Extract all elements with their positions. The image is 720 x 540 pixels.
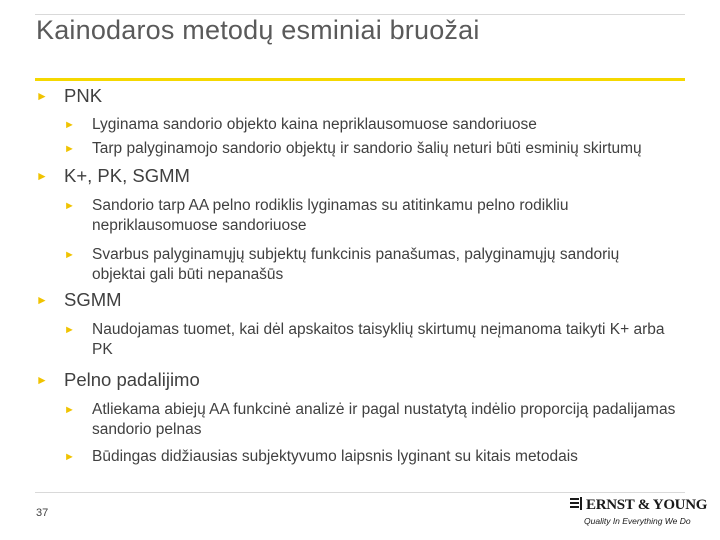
logo-name: ERNST & YOUNG xyxy=(586,497,708,513)
company-logo xyxy=(570,497,708,531)
bullet-icon: ► xyxy=(64,249,75,261)
section-heading xyxy=(36,289,686,311)
list-item-text: Tarp palyginamojo sandorio objektų ir sandorio šalių neturi būti esminių skirtumų xyxy=(92,140,642,157)
bullet-icon: ► xyxy=(36,89,48,103)
bullet-icon: ► xyxy=(64,200,75,212)
logo-tagline: Quality In Everything We Do xyxy=(584,516,691,526)
slide-title: Kainodaros metodų esminiai bruožai xyxy=(36,15,480,45)
list-item xyxy=(36,245,686,285)
list-item xyxy=(36,320,686,360)
list-item-text: Atliekama abiejų AA funkcinė analizė ir pagal nustatytą indėlio proporciją padalijamas sandorio pelnas xyxy=(92,401,676,438)
bullet-icon: ► xyxy=(36,293,48,307)
list-item-text: Naudojamas tuomet, kai dėl apskaitos taisyklių skirtumų neįmanoma taikyti K+ arba PK xyxy=(92,321,665,358)
bullet-icon: ► xyxy=(64,143,75,155)
list-item xyxy=(36,196,686,236)
logo-wordmark xyxy=(570,497,707,514)
section-heading-text: K+, PK, SGMM xyxy=(64,165,190,186)
section-heading-text: PNK xyxy=(64,85,103,106)
section-heading xyxy=(36,85,686,107)
title-underline xyxy=(35,78,685,81)
bullet-icon: ► xyxy=(64,451,75,463)
list-item-text: Lyginama sandorio objekto kaina nepriklausomuose sandoriuose xyxy=(92,116,537,133)
section-heading-text: SGMM xyxy=(64,289,122,310)
section-heading xyxy=(36,165,686,187)
bullet-icon: ► xyxy=(36,373,48,387)
page-number: 37 xyxy=(36,507,49,519)
bullet-icon: ► xyxy=(64,404,75,416)
logo-mark-icon xyxy=(570,497,584,511)
footer-divider xyxy=(35,492,685,493)
list-item-text: Sandorio tarp AA pelno rodiklis lyginamas su atitinkamu pelno rodikliu nepriklausomuose sandoriuose xyxy=(92,197,569,234)
list-item xyxy=(36,115,686,135)
bullet-icon: ► xyxy=(64,119,75,131)
bullet-icon: ► xyxy=(64,324,75,336)
list-item xyxy=(36,139,686,159)
slide-content xyxy=(36,85,686,467)
section-heading xyxy=(36,369,686,391)
bullet-icon: ► xyxy=(36,169,48,183)
list-item-text: Būdingas didžiausias subjektyvumo laipsnis lyginant su kitais metodais xyxy=(92,448,578,465)
list-item xyxy=(36,447,686,467)
list-item-text: Svarbus palyginamųjų subjektų funkcinis panašumas, palyginamųjų sandorių objektai gali būti nepanašūs xyxy=(92,246,620,283)
section-heading-text: Pelno padalijimo xyxy=(64,369,200,390)
list-item xyxy=(36,400,686,440)
